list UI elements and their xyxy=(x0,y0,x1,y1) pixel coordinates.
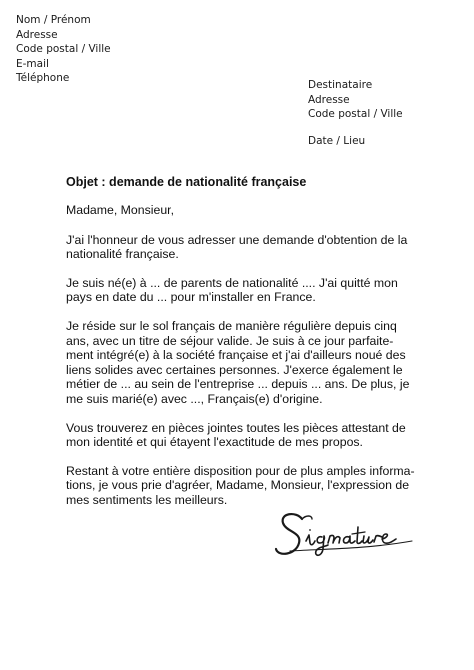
paragraph-line: nationalité française. xyxy=(66,247,179,262)
recipient-postal-city: Code postal / Ville xyxy=(308,108,403,121)
paragraph-origin xyxy=(66,276,426,305)
paragraph-line: pays en date du ... pour m'installer en France. xyxy=(66,290,316,305)
sender-email: E-mail xyxy=(16,57,49,70)
paragraph-attachments xyxy=(66,421,426,450)
sender-block xyxy=(16,13,111,86)
paragraph-line: Restant à votre entière disposition pour de plus amples informa- xyxy=(66,463,415,478)
signature-handwritten xyxy=(272,505,422,565)
paragraph-line: ment intégré(e) à la société française et j'ai d'ailleurs noué des xyxy=(66,348,406,363)
paragraph-line: mes sentiments les meilleurs. xyxy=(66,492,228,507)
sender-address: Adresse xyxy=(16,28,58,41)
paragraph-line: tions, je vous prie d'agréer, Madame, Monsieur, l'expression de xyxy=(66,478,410,493)
letter-subject: Objet : demande de nationalité française xyxy=(66,175,307,189)
paragraph-line: Je réside sur le sol français de manière régulière depuis cinq xyxy=(66,318,397,333)
recipient-block xyxy=(308,78,403,122)
sender-phone: Téléphone xyxy=(16,72,70,85)
letter-body xyxy=(66,203,426,508)
paragraph-line: mon identité et qui étayent l'exactitude de mes propos. xyxy=(66,435,363,450)
paragraph-line: métier de ... au sein de l'entreprise ... depuis ... ans. De plus, je xyxy=(66,377,410,392)
paragraph-closing xyxy=(66,464,426,508)
paragraph-line: J'ai l'honneur de vous adresser une demande d'obtention de la xyxy=(66,232,408,247)
paragraph-residence xyxy=(66,319,426,407)
sender-postal-city: Code postal / Ville xyxy=(16,43,111,56)
sender-name: Nom / Prénom xyxy=(16,14,91,26)
paragraph-line: ans, avec un titre de séjour valide. Je suis à ce jour parfaite- xyxy=(66,333,394,348)
paragraph-line: Vous trouverez en pièces jointes toutes les pièces attestant de xyxy=(66,420,406,435)
salutation: Madame, Monsieur, xyxy=(66,203,174,217)
recipient-address: Adresse xyxy=(308,93,350,106)
recipient-name: Destinataire xyxy=(308,79,373,91)
paragraph-line: liens solides avec certaines personnes. J'exerce également le xyxy=(66,362,403,377)
paragraph-line: Je suis né(e) à ... de parents de nationalité .... J'ai quitté mon xyxy=(66,275,398,290)
date-place: Date / Lieu xyxy=(308,135,366,147)
paragraph-request xyxy=(66,233,426,262)
paragraph-line: me suis marié(e) avec ..., Français(e) d'origine. xyxy=(66,391,323,406)
